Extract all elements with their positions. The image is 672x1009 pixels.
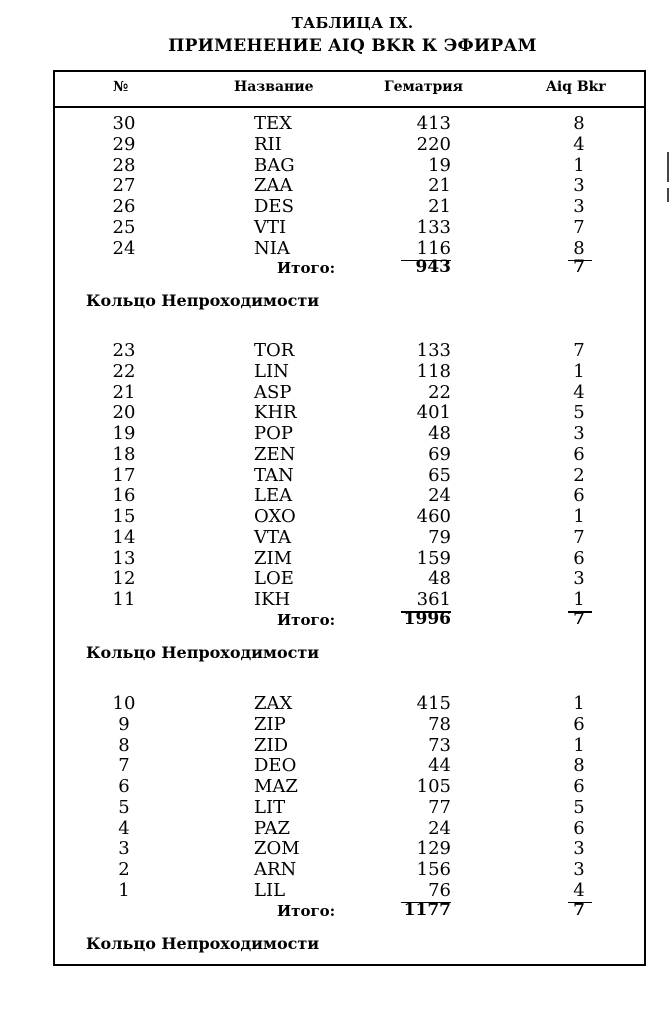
row-number: 5 xyxy=(118,796,130,818)
column-header-aiq-bkr: Aiq Bkr xyxy=(546,79,606,95)
row-gematria: 69 xyxy=(428,443,451,465)
row-number: 16 xyxy=(112,485,136,507)
row-aiq-bkr: 1 xyxy=(573,693,585,714)
column-header-number: № xyxy=(113,79,129,95)
row-aiq-bkr: 4 xyxy=(573,381,585,403)
row-number: 8 xyxy=(118,734,130,756)
total-label: Итого: xyxy=(277,610,336,629)
row-number: 26 xyxy=(112,196,136,217)
page-edge-mark xyxy=(667,152,669,182)
row-name: IKH xyxy=(254,589,291,610)
row-gematria: 129 xyxy=(416,838,451,860)
row-number: 10 xyxy=(112,693,136,714)
row-number: 19 xyxy=(112,423,136,444)
column-header-gematria: Гематрия xyxy=(384,79,463,95)
row-number: 21 xyxy=(112,381,136,403)
row-aiq-bkr: 6 xyxy=(573,776,585,797)
row-name: ZID xyxy=(254,734,289,756)
row-number: 18 xyxy=(112,443,136,465)
row-aiq-bkr: 1 xyxy=(573,506,585,527)
row-number: 24 xyxy=(112,237,136,259)
row-number: 9 xyxy=(118,713,130,735)
row-gematria: 460 xyxy=(416,506,451,527)
row-number: 13 xyxy=(112,547,136,569)
row-name: ZIP xyxy=(254,713,286,735)
row-aiq-bkr: 4 xyxy=(573,879,585,901)
row-number: 1 xyxy=(118,879,130,901)
total-label: Итого: xyxy=(277,901,336,920)
row-gematria: 133 xyxy=(416,216,451,238)
row-name: TAN xyxy=(254,464,294,486)
row-number: 28 xyxy=(112,154,136,176)
row-gematria: 413 xyxy=(416,113,451,134)
row-gematria: 401 xyxy=(416,402,451,424)
row-gematria: 24 xyxy=(428,485,451,507)
total-aiq-bkr: 7 xyxy=(573,899,585,920)
row-aiq-bkr: 7 xyxy=(573,526,585,548)
column-header-name: Название xyxy=(234,79,314,95)
row-name: ZEN xyxy=(254,443,296,465)
row-gematria: 156 xyxy=(416,859,451,880)
row-gematria: 77 xyxy=(428,796,451,818)
row-gematria: 19 xyxy=(428,154,451,176)
row-gematria: 65 xyxy=(428,464,451,486)
row-gematria: 73 xyxy=(428,734,451,756)
row-aiq-bkr: 1 xyxy=(573,734,585,756)
row-number: 15 xyxy=(112,506,136,527)
row-gematria: 79 xyxy=(428,526,451,548)
row-name: POP xyxy=(254,423,293,444)
row-name: ZIM xyxy=(254,547,293,569)
row-number: 17 xyxy=(112,464,136,486)
row-number: 4 xyxy=(118,817,130,839)
row-aiq-bkr: 4 xyxy=(573,133,585,155)
row-aiq-bkr: 1 xyxy=(573,360,585,382)
row-name: VTI xyxy=(254,216,287,238)
row-aiq-bkr: 8 xyxy=(573,755,585,777)
row-name: ZAA xyxy=(254,175,293,197)
table-subtitle: ПРИМЕНЕНИЕ AIQ BKR К ЭФИРАМ xyxy=(168,36,537,56)
row-gematria: 21 xyxy=(428,196,451,217)
row-gematria: 78 xyxy=(428,713,451,735)
row-gematria: 220 xyxy=(416,133,451,155)
row-name: RII xyxy=(254,133,282,155)
row-number: 25 xyxy=(112,216,136,238)
row-gematria: 415 xyxy=(416,693,451,714)
row-number: 30 xyxy=(112,113,136,134)
row-name: TEX xyxy=(254,113,292,134)
row-number: 29 xyxy=(112,133,136,155)
row-name: ZOM xyxy=(254,838,300,860)
ring-of-impassability: Кольцо Непроходимости xyxy=(86,642,320,662)
row-number: 11 xyxy=(112,589,136,610)
row-name: TOR xyxy=(254,340,295,361)
row-gematria: 21 xyxy=(428,175,451,197)
row-gematria: 116 xyxy=(416,237,451,259)
row-name: LIL xyxy=(254,879,286,901)
row-aiq-bkr: 6 xyxy=(573,817,585,839)
row-gematria: 159 xyxy=(416,547,451,569)
ring-of-impassability: Кольцо Непроходимости xyxy=(86,933,320,953)
row-name: ARN xyxy=(254,859,297,880)
row-aiq-bkr: 1 xyxy=(573,589,585,610)
row-aiq-bkr: 5 xyxy=(573,796,585,818)
row-name: KHR xyxy=(254,402,297,424)
row-aiq-bkr: 8 xyxy=(573,113,585,134)
row-name: PAZ xyxy=(254,817,290,839)
row-aiq-bkr: 3 xyxy=(573,568,585,590)
row-number: 3 xyxy=(118,838,130,860)
total-label: Итого: xyxy=(277,259,336,278)
row-aiq-bkr: 8 xyxy=(573,237,585,259)
row-gematria: 48 xyxy=(428,568,451,590)
row-gematria: 76 xyxy=(428,879,451,901)
row-name: NIA xyxy=(254,237,290,259)
row-number: 6 xyxy=(118,776,130,797)
row-name: LOE xyxy=(254,568,294,590)
row-gematria: 118 xyxy=(416,360,451,382)
row-aiq-bkr: 3 xyxy=(573,423,585,444)
total-gematria: 943 xyxy=(415,257,451,278)
row-gematria: 361 xyxy=(416,589,451,610)
total-aiq-bkr: 7 xyxy=(573,257,585,278)
row-name: MAZ xyxy=(254,776,298,797)
row-name: DEO xyxy=(254,755,297,777)
row-number: 12 xyxy=(112,568,136,590)
row-number: 14 xyxy=(112,526,136,548)
row-aiq-bkr: 6 xyxy=(573,547,585,569)
row-aiq-bkr: 1 xyxy=(573,154,585,176)
row-number: 7 xyxy=(118,755,130,777)
table-title: ТАБЛИЦА IX. xyxy=(291,14,414,32)
row-aiq-bkr: 2 xyxy=(573,464,585,486)
row-number: 2 xyxy=(118,859,130,880)
row-number: 23 xyxy=(112,340,136,361)
ring-of-impassability: Кольцо Непроходимости xyxy=(86,291,320,311)
row-name: LIN xyxy=(254,360,289,382)
page-edge-mark xyxy=(667,188,669,202)
row-aiq-bkr: 3 xyxy=(573,196,585,217)
row-number: 20 xyxy=(112,402,136,424)
row-number: 27 xyxy=(112,175,136,197)
row-aiq-bkr: 6 xyxy=(573,443,585,465)
row-gematria: 24 xyxy=(428,817,451,839)
total-gematria: 1996 xyxy=(403,608,451,629)
row-aiq-bkr: 6 xyxy=(573,485,585,507)
row-gematria: 133 xyxy=(416,340,451,361)
row-aiq-bkr: 5 xyxy=(573,402,585,424)
row-aiq-bkr: 3 xyxy=(573,859,585,880)
row-aiq-bkr: 7 xyxy=(573,340,585,361)
row-gematria: 22 xyxy=(428,381,451,403)
row-name: OXO xyxy=(254,506,296,527)
row-name: DES xyxy=(254,196,294,217)
row-number: 22 xyxy=(112,360,136,382)
row-aiq-bkr: 7 xyxy=(573,216,585,238)
row-name: VTA xyxy=(254,526,292,548)
total-aiq-bkr: 7 xyxy=(573,608,585,629)
row-name: ASP xyxy=(254,381,292,403)
row-aiq-bkr: 3 xyxy=(573,838,585,860)
row-gematria: 44 xyxy=(428,755,451,777)
row-gematria: 105 xyxy=(416,776,451,797)
row-name: LIT xyxy=(254,796,286,818)
row-aiq-bkr: 3 xyxy=(573,175,585,197)
row-name: ZAX xyxy=(254,693,293,714)
header-divider xyxy=(53,106,646,108)
row-gematria: 48 xyxy=(428,423,451,444)
total-gematria: 1177 xyxy=(403,899,451,920)
row-name: LEA xyxy=(254,485,293,507)
row-name: BAG xyxy=(254,154,295,176)
row-aiq-bkr: 6 xyxy=(573,713,585,735)
